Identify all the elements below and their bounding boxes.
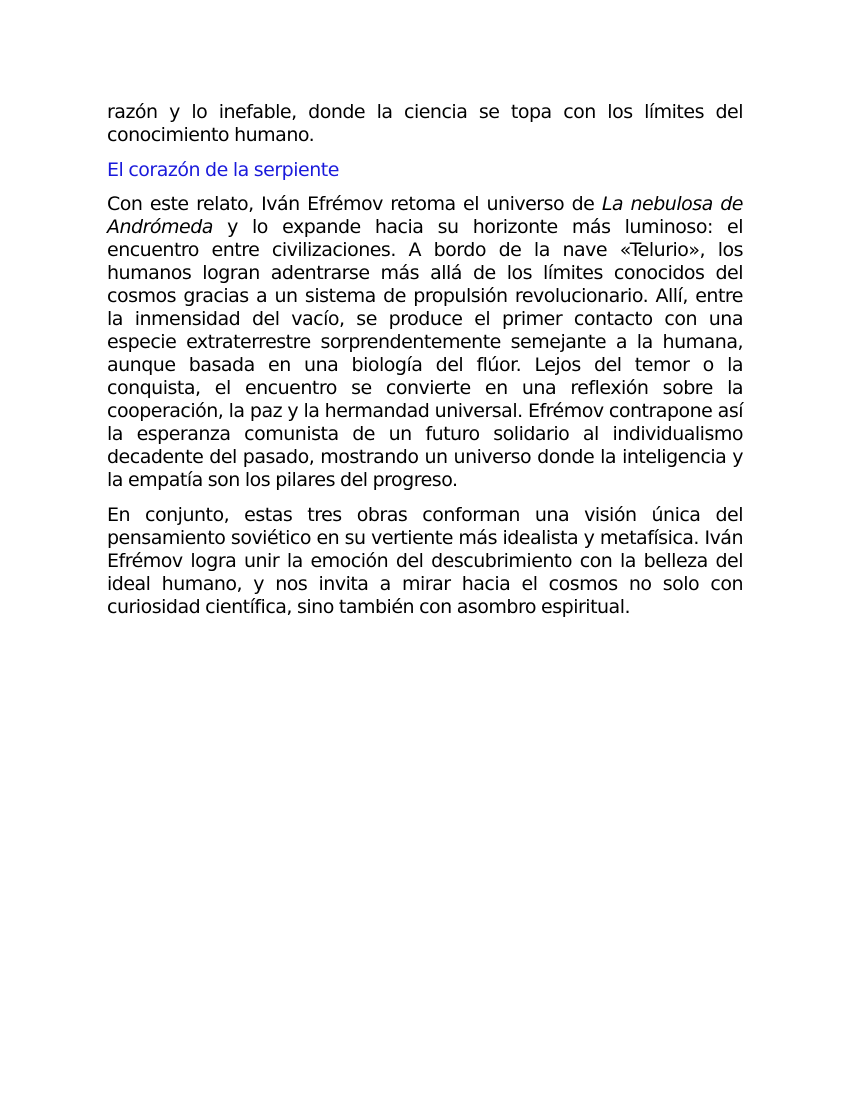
paragraph-1-body: y lo expande hacia su horizonte más luminoso: el encuentro entre civilizaciones. A bordo de la nave «Telurio», los humanos logran adentrarse más allá de los límites conocidos del cosmos gracias a un sistema de propulsión revolucionario. Allí, entre la inmensidad del vacío, se produce el primer contacto con una especie extraterrestre sorprendentemente semejante a la humana, aunque basada en una biología del flúor. Lejos del temor o la conquista, el encuentro se convierte en una reflexión sobre la cooperación, la paz y la hermandad universal. Efrémov contrapone así la esperanza comunista de un futuro solidario al individualismo decadente del pasado, mostrando un universo donde la inteligencia y la empatía son los pilares del progreso.	[107, 216, 743, 491]
continuation-paragraph: razón y lo inefable, donde la ciencia se topa con los límites del conocimiento humano.	[107, 101, 743, 146]
book-title-reference: La nebulosa de Andrómeda	[107, 193, 743, 238]
paragraph-1-intro: Con este relato, Iván Efrémov retoma el universo de	[107, 193, 602, 215]
body-paragraph-2: En conjunto, estas tres obras conforman una visión única del pensamiento soviético en su vertiente más idealista y metafísica. Iván Efrémov logra unir la emoción del descubrimiento con la belleza del ideal humano, y nos invita a mirar hacia el cosmos no solo con curiosidad científica, sino también con asombro espiritual.	[107, 504, 743, 618]
body-paragraph-1	[107, 193, 743, 492]
document-page	[107, 101, 743, 631]
section-heading: El corazón de la serpiente	[107, 159, 339, 181]
